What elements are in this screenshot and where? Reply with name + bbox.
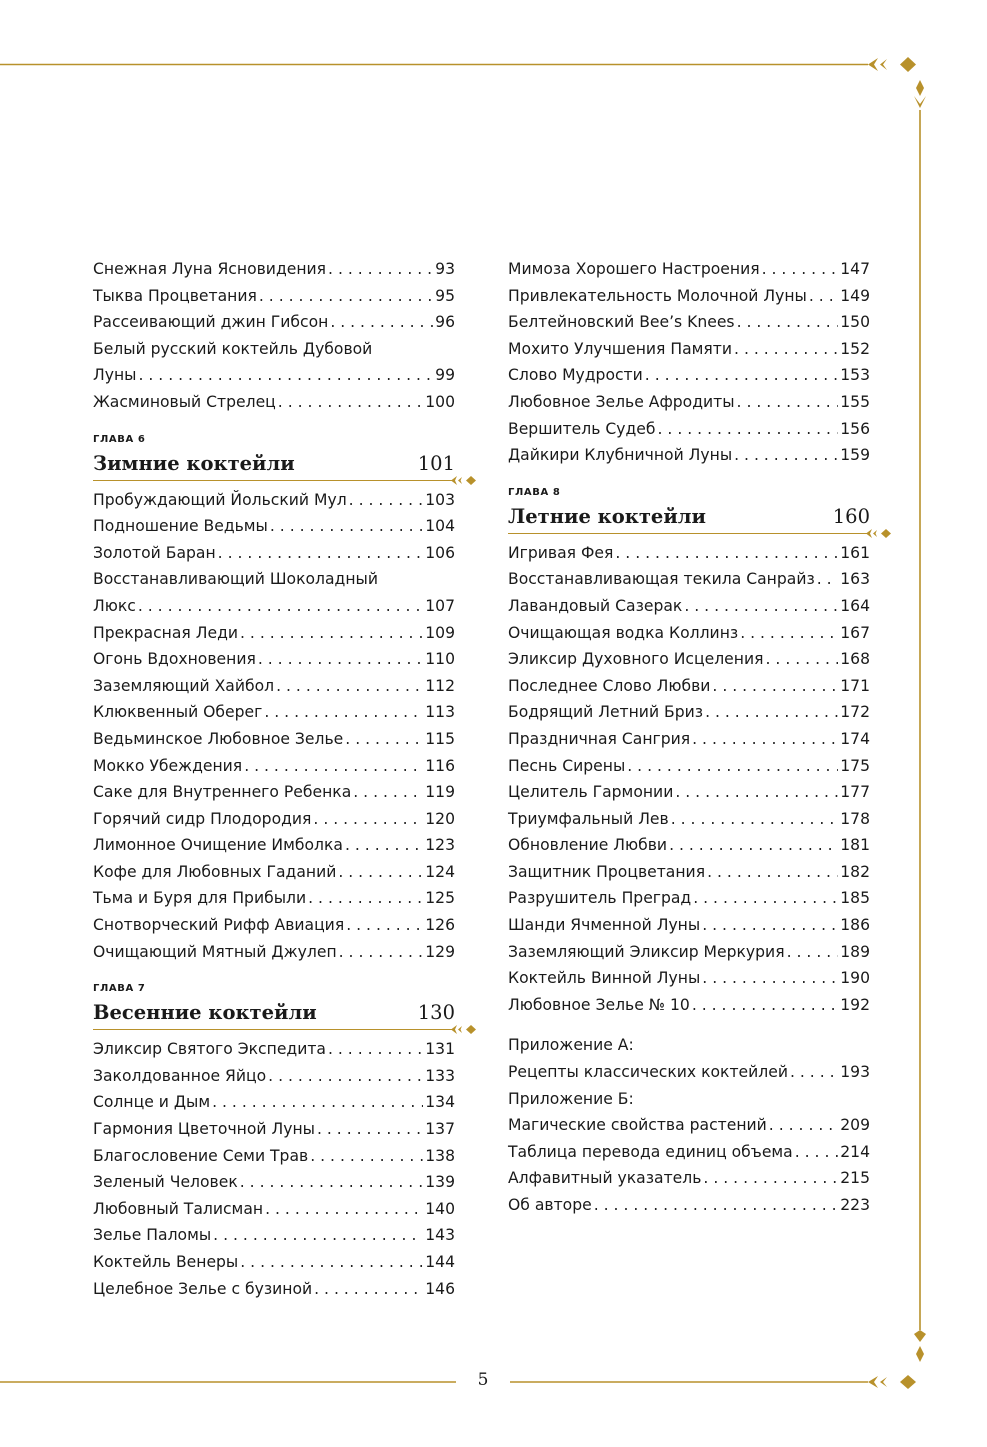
toc-entry[interactable]: Алфавитный указатель . . . 215 (508, 1165, 870, 1192)
toc-entry[interactable]: Горячий сидр Плодородия . . . 120 (93, 806, 455, 833)
toc-entry[interactable]: Слово Мудрости . . . 153 (508, 362, 870, 389)
toc-entry[interactable]: Тыква Процветания . . . 95 (93, 283, 455, 310)
toc-entry[interactable]: Привлекательность Молочной Луны . . . 149 (508, 283, 870, 310)
toc-entry[interactable]: Клюквенный Оберег . . . 113 (93, 699, 455, 726)
appendix-a-label: Приложение А: (508, 1036, 634, 1055)
toc-entry[interactable]: Прекрасная Леди . . . 109 (93, 620, 455, 647)
arrow-ornament-icon (451, 1024, 477, 1035)
toc-entry[interactable]: Ведьминское Любовное Зелье . . . 115 (93, 726, 455, 753)
toc-entry[interactable]: Триумфальный Лев . . . 178 (508, 806, 870, 833)
toc-entry[interactable]: Саке для Внутреннего Ребенка . . . 119 (93, 779, 455, 806)
toc-entry[interactable]: Лимонное Очищение Имболка . . . 123 (93, 832, 455, 859)
chapter-label: ГЛАВА 8 (508, 486, 561, 498)
chapter-page: 130 (417, 1001, 455, 1025)
toc-entry[interactable]: Обновление Любви . . . 181 (508, 832, 870, 859)
toc-entry[interactable]: Целитель Гармонии . . . 177 (508, 779, 870, 806)
arrow-ornament-icon (866, 528, 892, 539)
toc-entry[interactable]: Об авторе . . . 223 (508, 1192, 870, 1219)
toc-entry[interactable]: Мимоза Хорошего Настроения . . . 147 (508, 256, 870, 283)
toc-entry[interactable]: Гармония Цветочной Луны . . . 137 (93, 1116, 455, 1143)
toc-entry[interactable]: Снежная Луна Ясновидения . . . 93 (93, 256, 455, 283)
toc-entry[interactable]: Солнце и Дым . . . 134 (93, 1089, 455, 1116)
toc-entry[interactable]: Заколдованное Яйцо . . . 133 (93, 1063, 455, 1090)
chapter-page: 160 (832, 504, 870, 528)
toc-entry[interactable]: Дайкири Клубничной Луны . . . 159 (508, 442, 870, 469)
toc-entry[interactable]: Очищающая водка Коллинз . . . 167 (508, 620, 870, 647)
appendices (508, 1032, 870, 1218)
toc-entry[interactable]: Подношение Ведьмы . . . 104 (93, 513, 455, 540)
toc-left-column (93, 256, 455, 1302)
toc-entry[interactable]: Лавандовый Сазерак . . . 164 (508, 593, 870, 620)
toc-entry[interactable]: Вершитель Судеб . . . 156 (508, 416, 870, 443)
chapter-7 (93, 981, 455, 1302)
toc-entry[interactable]: Любовное Зелье Афродиты . . . 155 (508, 389, 870, 416)
toc-entry[interactable]: Песнь Сирены . . . 175 (508, 753, 870, 780)
toc-entry[interactable]: Защитник Процветания . . . 182 (508, 859, 870, 886)
toc-entry[interactable]: Благословение Семи Трав . . . 138 (93, 1143, 455, 1170)
toc-entry[interactable]: Кофе для Любовных Гаданий . . . 124 (93, 859, 455, 886)
chapter-page: 101 (417, 451, 455, 475)
toc-entry-line[interactable]: Белый русский коктейль Дубовой (93, 339, 373, 358)
toc-entry[interactable]: Луны . . . 99 (93, 362, 455, 389)
chapter-heading[interactable] (508, 501, 870, 534)
chapter-title: Зимние коктейли (93, 451, 295, 475)
toc-entry[interactable]: Шанди Ячменной Луны . . . 186 (508, 912, 870, 939)
toc-entry[interactable]: Рассеивающий джин Гибсон . . . 96 (93, 309, 455, 336)
toc-entry[interactable]: Эликсир Святого Экспедита . . . 131 (93, 1036, 455, 1063)
toc-entry[interactable]: Очищающий Мятный Джулеп . . . 129 (93, 939, 455, 966)
toc-entry[interactable]: Тьма и Буря для Прибыли . . . 125 (93, 885, 455, 912)
toc-entry-line[interactable]: Восстанавливающий Шоколадный (93, 570, 378, 589)
toc-entry[interactable]: Разрушитель Преград . . . 185 (508, 885, 870, 912)
chapter-heading[interactable] (93, 448, 455, 481)
toc-entry[interactable]: Люкс . . . 107 (93, 593, 455, 620)
toc-entry[interactable]: Заземляющий Эликсир Меркурия . . . 189 (508, 939, 870, 966)
toc-entry[interactable]: Рецепты классических коктейлей . . . 193 (508, 1059, 870, 1086)
toc-entry[interactable]: Праздничная Сангрия . . . 174 (508, 726, 870, 753)
toc-entry[interactable]: Заземляющий Хайбол . . . 112 (93, 673, 455, 700)
toc-entry[interactable]: Пробуждающий Йольский Мул . . . 103 (93, 487, 455, 514)
toc-entry[interactable]: Любовное Зелье № 10 . . . 192 (508, 992, 870, 1019)
toc-entry[interactable]: Мохито Улучшения Памяти . . . 152 (508, 336, 870, 363)
toc-entry[interactable]: Любовный Талисман . . . 140 (93, 1196, 455, 1223)
chapter-label: ГЛАВА 6 (93, 433, 146, 445)
toc-entry[interactable]: Зеленый Человек . . . 139 (93, 1169, 455, 1196)
chapter-title: Летние коктейли (508, 504, 706, 528)
toc-right-top-list (508, 256, 870, 469)
page-number: 5 (477, 1370, 489, 1390)
toc-entry[interactable]: Магические свойства растений . . . 209 (508, 1112, 870, 1139)
chapter-6 (93, 432, 455, 966)
chapter-label: ГЛАВА 7 (93, 983, 146, 995)
toc-entry[interactable]: Эликсир Духовного Исцеления . . . 168 (508, 646, 870, 673)
appendix-b-label: Приложение Б: (508, 1089, 634, 1108)
toc-entry[interactable]: Золотой Баран . . . 106 (93, 540, 455, 567)
chapter-title: Весенние коктейли (93, 1001, 317, 1025)
toc-left-top-list (93, 256, 455, 416)
toc-entry[interactable]: Коктейль Винной Луны . . . 190 (508, 965, 870, 992)
toc-entry[interactable]: Белтейновский Bee’s Knees . . . 150 (508, 309, 870, 336)
toc-entry[interactable]: Игривая Фея . . . 161 (508, 540, 870, 567)
toc-entry[interactable]: Коктейль Венеры . . . 144 (93, 1249, 455, 1276)
toc-entry[interactable]: Последнее Слово Любви . . . 171 (508, 673, 870, 700)
arrow-ornament-icon (451, 475, 477, 486)
toc-entry[interactable]: Бодрящий Летний Бриз . . . 172 (508, 699, 870, 726)
toc-right-column (508, 256, 870, 1219)
chapter-8 (508, 485, 870, 1019)
toc-entry[interactable]: Зелье Паломы . . . 143 (93, 1222, 455, 1249)
toc-entry[interactable]: Жасминовый Стрелец . . . 100 (93, 389, 455, 416)
toc-entry[interactable]: Целебное Зелье с бузиной . . . 146 (93, 1276, 455, 1303)
toc-entry[interactable]: Таблица перевода единиц объема . . . 214 (508, 1139, 870, 1166)
toc-entry[interactable]: Огонь Вдохновения . . . 110 (93, 646, 455, 673)
toc-entry[interactable]: Снотворческий Рифф Авиация . . . 126 (93, 912, 455, 939)
chapter-heading[interactable] (93, 997, 455, 1030)
toc-entry[interactable]: Восстанавливающая текила Санрайз . . . 163 (508, 566, 870, 593)
toc-entry[interactable]: Мокко Убеждения . . . 116 (93, 753, 455, 780)
